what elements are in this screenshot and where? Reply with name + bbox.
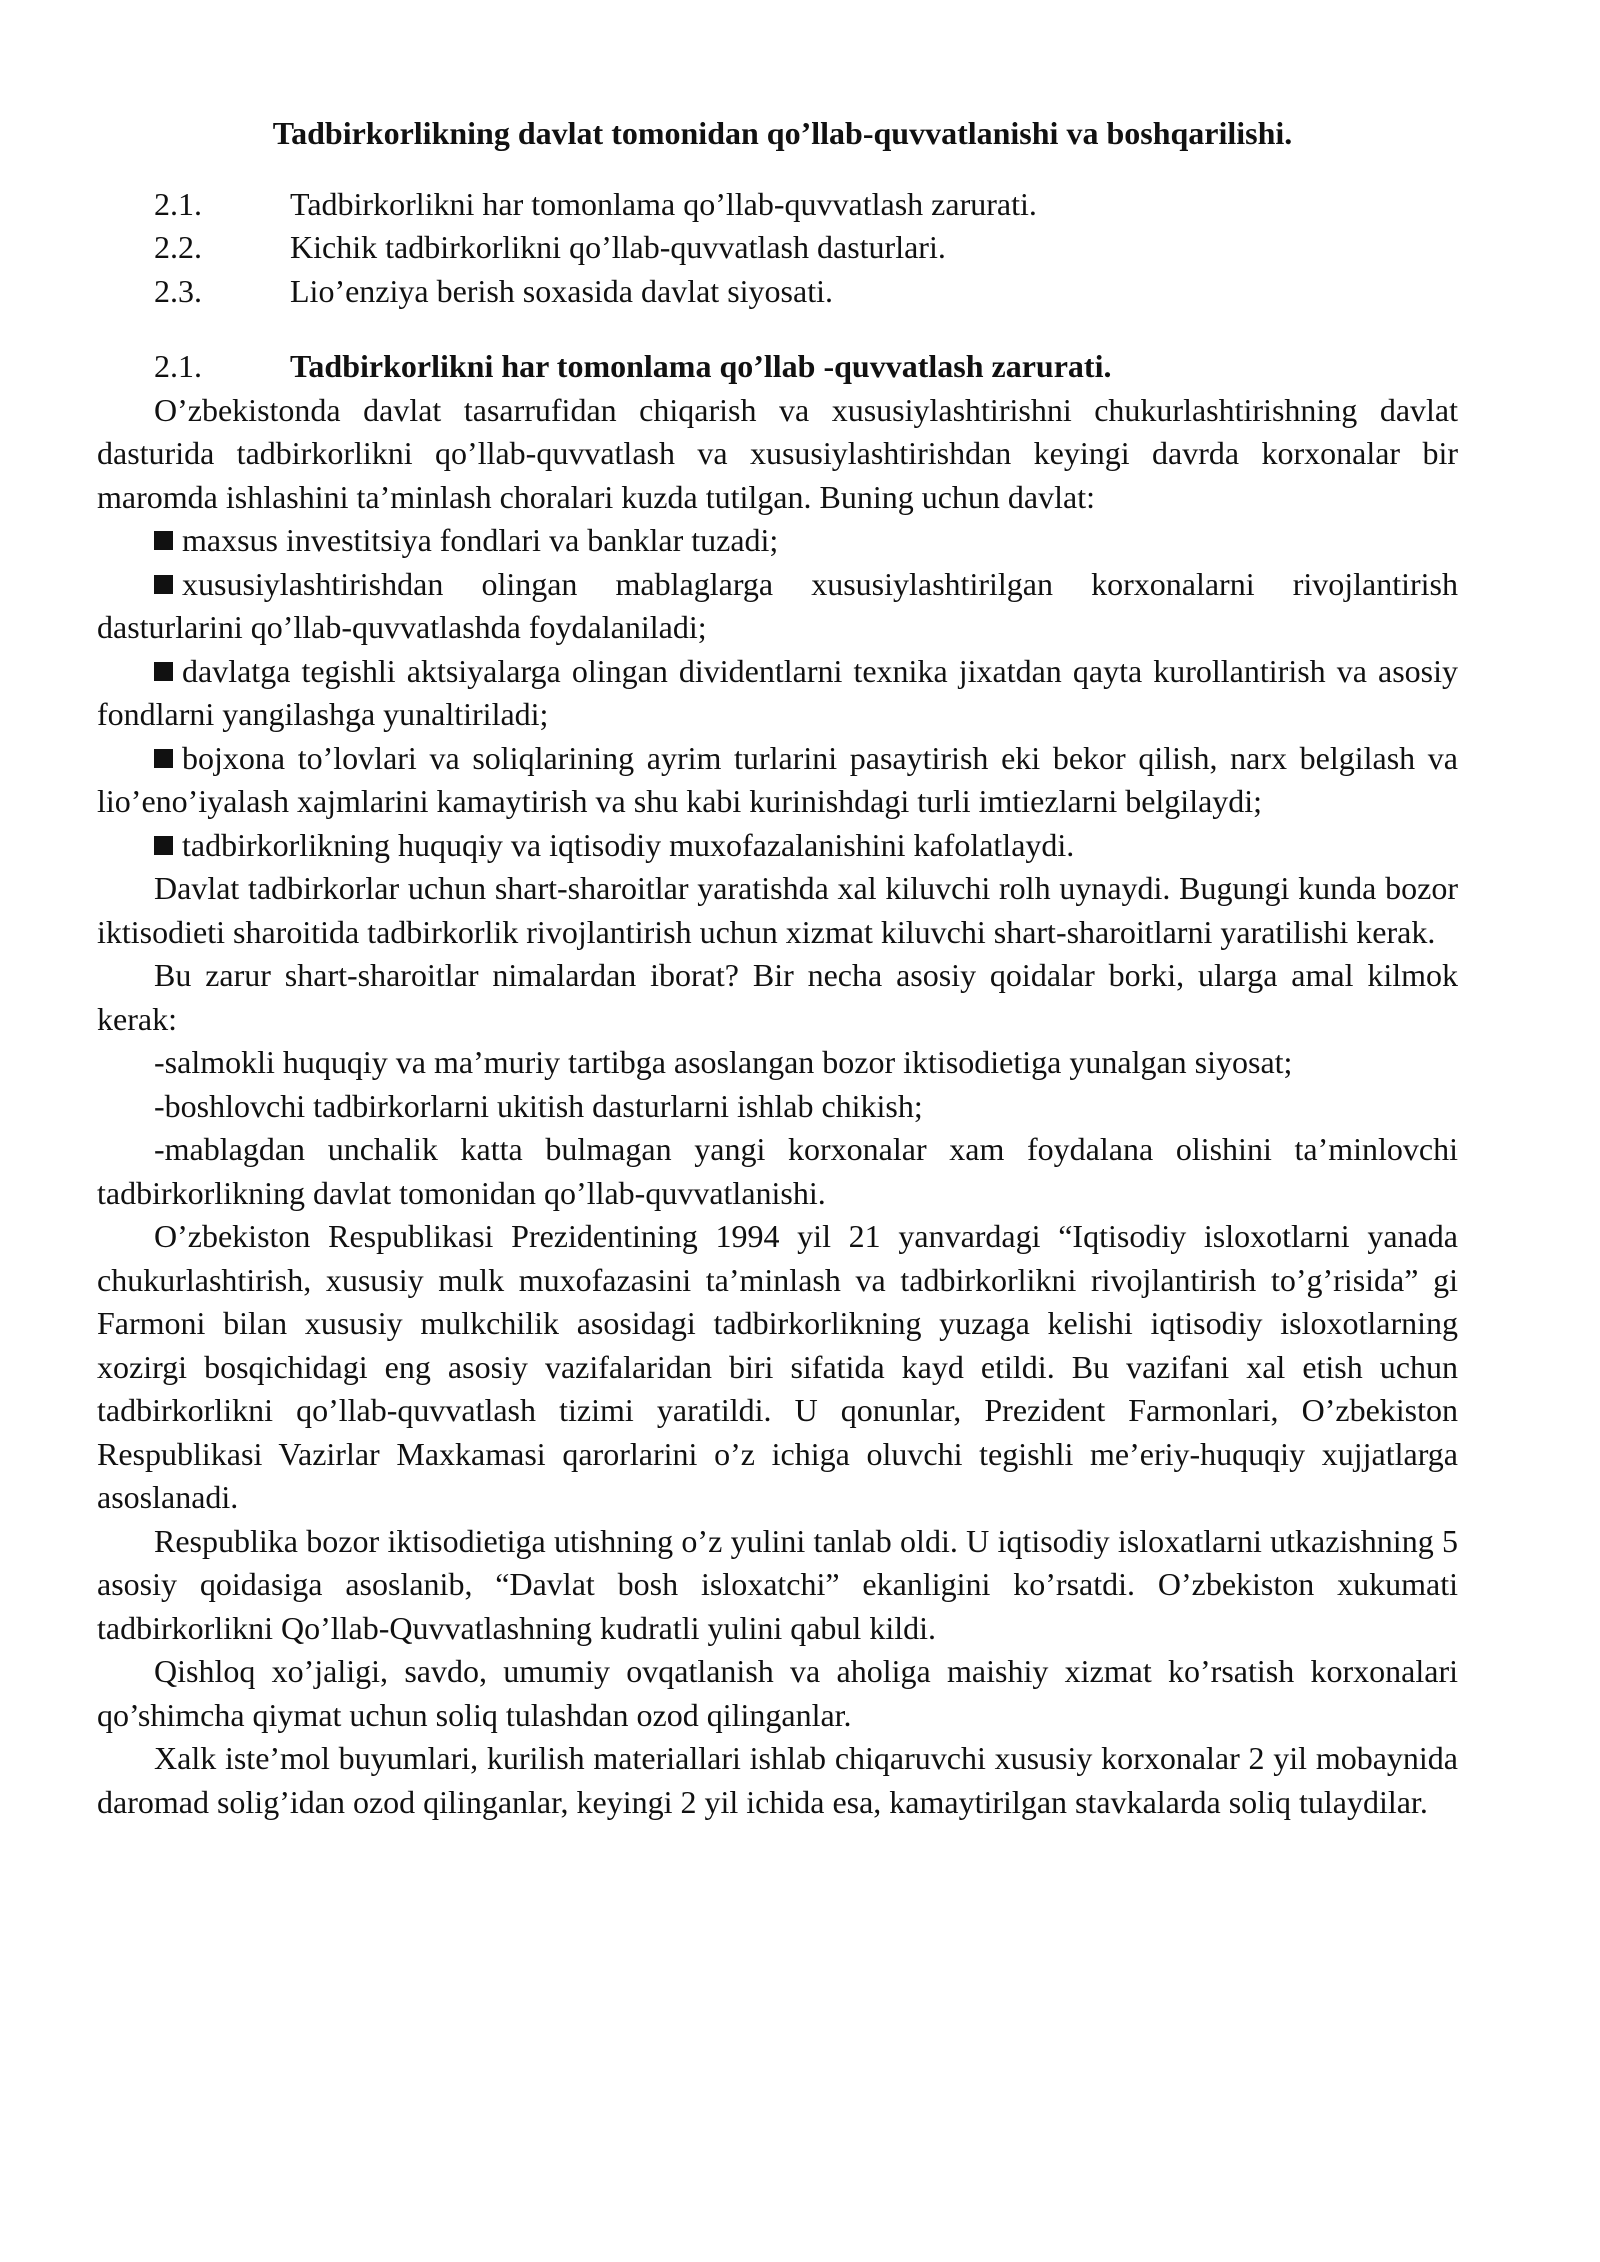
section-heading <box>97 345 1458 389</box>
square-bullet-icon <box>154 575 173 594</box>
table-of-contents <box>97 183 1458 314</box>
bullet-text: davlatga tegishli aktsiyalarga olingan dividentlarni texnika jixatdan qayta kurollantirish va asosiy fondlarni yangilashga yunaltiriladi; <box>97 652 1458 732</box>
square-bullet-icon <box>154 749 173 768</box>
toc-item <box>97 226 1458 270</box>
document-title: Tadbirkorlikning davlat tomonidan qo’llab-quvvatlanishi va boshqarilishi. <box>272 115 1293 151</box>
body-paragraph: Bu zarur shart-sharoitlar nimalardan iborat? Bir necha asosiy qoidalar borki, ularga amal kilmok kerak: <box>97 957 1458 1037</box>
toc-item <box>97 183 1458 227</box>
square-bullet-icon <box>154 531 173 550</box>
bullet-text: bojxona to’lovlari va soliqlarining ayrim turlarini pasaytirish eki bekor qilish, narx belgilash va lio’eno’iyalash xajmlarini kamaytirish va shu kabi kurinishdagi turli imtiezlarni belgilaydi; <box>97 739 1458 819</box>
bullet-item <box>97 650 1458 737</box>
square-bullet-icon <box>154 836 173 855</box>
toc-number: 2.2. <box>154 229 202 265</box>
toc-text: Kichik tadbirkorlikni qo’llab-quvvatlash dasturlari. <box>290 229 946 265</box>
bullet-text: maxsus investitsiya fondlari va banklar tuzadi; <box>182 522 779 558</box>
toc-text: Tadbirkorlikni har tomonlama qo’llab-quvvatlash zarurati. <box>290 185 1037 222</box>
toc-text: Lio’enziya berish soxasida davlat siyosati. <box>290 272 833 309</box>
body-paragraph: -mablagdan unchalik katta bulmagan yangi korxonalar xam foydalana olishini ta’minlovchi tadbirkorlikning davlat tomonidan qo’llab-quvvatlanishi. <box>97 1131 1458 1211</box>
square-bullet-icon <box>154 662 173 681</box>
body-paragraph: -boshlovchi tadbirkorlarni ukitish dasturlarni ishlab chikish; <box>154 1087 923 1124</box>
bullet-item <box>97 519 1458 563</box>
section-number: 2.1. <box>154 348 202 384</box>
body-paragraph: -salmokli huquqiy va ma’muriy tartibga asoslangan bozor iktisodietiga yunalgan siyosat; <box>154 1044 1293 1080</box>
body-paragraph: Respublika bozor iktisodietiga utishning o’z yulini tanlab oldi. U iqtisodiy isloxatlarni utkazishning 5 asosiy qoidasiga asoslanib, “Davlat bosh isloxatchi” ekanligini ko’rsatdi. O’zbekiston xukumati tadbirkorlikni Qo’llab-Quvvatlashning kudratli yulini qabul kildi. <box>97 1522 1458 1646</box>
toc-number: 2.3. <box>154 272 202 309</box>
intro-paragraph: O’zbekistonda davlat tasarrufidan chiqarish va xususiylashtirishni chukurlashtirishning davlat dasturida tadbirkorlikni qo’llab-quvvatlash va xususiylashtirishdan keyingi davrda korxonalar bir maromda ishlashini ta’minlash choralari kuzda tutilgan. Buning uchun davlat: <box>97 391 1458 515</box>
bullet-text: xususiylashtirishdan olingan mablaglarga xususiylashtirilgan korxonalarni rivojlantirish dasturlarini qo’llab-quvvatlashda foydalaniladi; <box>97 565 1458 645</box>
section-heading-text: Tadbirkorlikni har tomonlama qo’llab -quvvatlash zarurati. <box>290 348 1112 384</box>
body-paragraph: O’zbekiston Respublikasi Prezidentining 1994 yil 21 yanvardagi “Iqtisodiy isloxotlarni yanada chukurlashtirish, xususiy mulk muxofazasini ta’minlash va tadbirkorlikni rivojlantirish to’g’risida” gi Farmoni bilan xususiy mulkchilik asosidagi tadbirkorlikning yuzaga kelishi iqtisodiy isloxotlarning xozirgi bosqichidagi eng asosiy vazifalaridan biri sifatida kayd etildi. Bu vazifani xal etish uchun tadbirkorlikni qo’llab-quvvatlash tizimi yaratildi. U qonunlar, Prezident Farmonlari, O’zbekiston Respublikasi Vazirlar Maxkamasi qarorlarini o’z ichiga oluvchi tegishli me’eriy-huquqiy xujjatlarga asoslanadi. <box>97 1218 1458 1515</box>
bullet-item <box>97 824 1458 868</box>
bullet-text: tadbirkorlikning huquqiy va iqtisodiy muxofazalanishini kafolatlaydi. <box>182 826 1075 863</box>
body-paragraph: Davlat tadbirkorlar uchun shart-sharoitlar yaratishda xal kiluvchi rolh uynaydi. Bugungi kunda bozor iktisodieti sharoitida tadbirkorlik rivojlantirish uchun xizmat kiluvchi shart-sharoitlarni yaratilishi kerak. <box>97 870 1458 950</box>
toc-item <box>97 270 1458 314</box>
bullet-item <box>97 563 1458 650</box>
toc-number: 2.1. <box>154 185 202 222</box>
body-paragraph: Qishloq xo’jaligi, savdo, umumiy ovqatlanish va aholiga maishiy xizmat ko’rsatish korxonalari qo’shimcha qiymat uchun soliq tulashdan ozod qilinganlar. <box>97 1653 1458 1733</box>
bullet-item <box>97 737 1458 824</box>
body-paragraph: Xalk iste’mol buyumlari, kurilish materiallari ishlab chiqaruvchi xususiy korxonalar 2 yil mobaynida daromad solig’idan ozod qilinganlar, keyingi 2 yil ichida esa, kamaytirilgan stavkalarda soliq tulaydilar. <box>97 1740 1458 1820</box>
